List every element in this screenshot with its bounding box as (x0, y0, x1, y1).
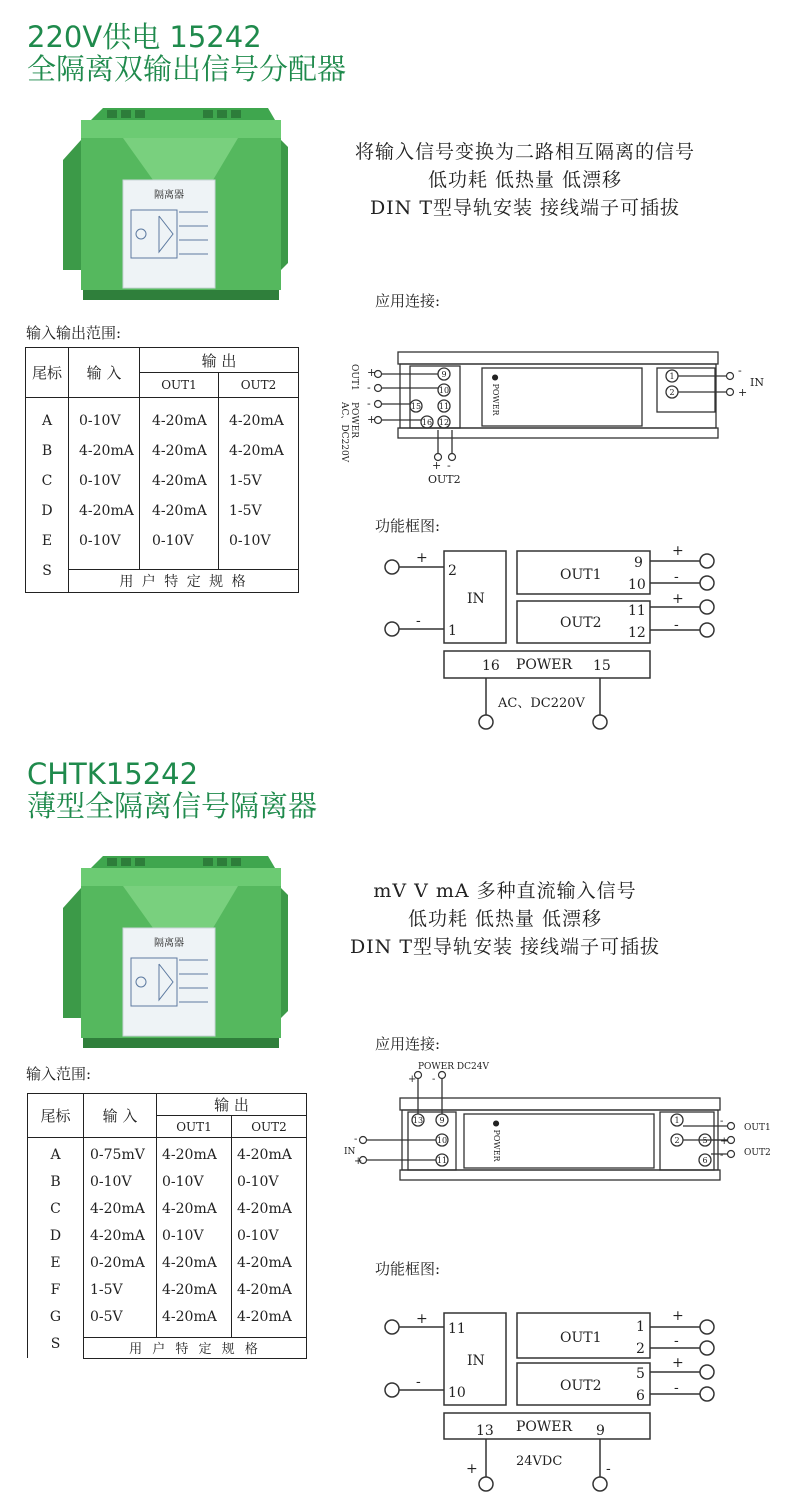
out1-cell: 4-20mA (162, 1309, 217, 1325)
out2-minus: - (720, 1150, 724, 1161)
out2-cell: 4-20mA (237, 1309, 292, 1325)
product-image-isolator (63, 100, 288, 305)
power-dc-label: POWER DC24V (418, 1062, 489, 1072)
section1-app-diagram (330, 340, 790, 490)
tail-codes-list (26, 406, 68, 586)
section1-desc-2: 低功耗 低热量 低漂移 (427, 169, 623, 191)
out2-list (237, 1142, 306, 1331)
tail-code: E (41, 533, 53, 549)
tail-code: B (41, 443, 53, 459)
out1-plus: + (720, 1136, 729, 1147)
out1-cell: 4-20mA (152, 443, 207, 459)
supply-label: AC、DC220V (498, 696, 585, 711)
input-cell: 0-10V (79, 413, 121, 429)
out2-label: OUT2 (744, 1148, 771, 1158)
out2-minus: - (447, 459, 451, 472)
power-led-label: ● POWER (492, 1120, 501, 1162)
header-input: 输 入 (69, 348, 140, 398)
terminal-11: 11 (438, 402, 450, 411)
input-cell: 4-20mA (90, 1201, 145, 1217)
section2-title-line2: 薄型全隔离信号隔离器 (27, 789, 318, 823)
out2-cell: 0-10V (229, 533, 271, 549)
tail-code: D (49, 1228, 62, 1244)
terminal-10: 10 (448, 1385, 466, 1401)
tail-code: D (41, 503, 53, 519)
acdc-vertical-label: AC、DC220V (339, 402, 349, 463)
out2-cell: 4-20mA (237, 1282, 292, 1298)
input-list (90, 1142, 156, 1331)
terminal-10: 10 (628, 577, 646, 593)
input-cell: 0-75mV (90, 1147, 145, 1163)
section1-title-line1: 220V供电 15242 (27, 20, 262, 54)
out2-cell: 0-10V (237, 1228, 279, 1244)
product-label: 隔离器 (154, 190, 184, 201)
terminal-2: 2 (448, 563, 457, 579)
in-minus: - (416, 1374, 421, 1390)
out2-cell: 1-5V (229, 473, 262, 489)
power-led-label: ● POWER (491, 374, 500, 416)
tail-code: S (42, 563, 52, 579)
terminal-6: 6 (636, 1388, 645, 1404)
out1-cell: 0-10V (152, 533, 194, 549)
out1-vertical-label: OUT1 (349, 364, 359, 391)
terminal-16: 16 (482, 658, 500, 674)
input-cell: 4-20mA (79, 443, 134, 459)
section2-title-line1: CHTK15242 (27, 757, 199, 791)
power-block-label: POWER (516, 1419, 573, 1435)
out2-cell: 4-20mA (229, 413, 284, 429)
out1-list (162, 1142, 231, 1331)
section2-desc-1: mV V mA 多种直流输入信号 (373, 880, 637, 902)
in-label: IN (344, 1147, 356, 1157)
in-label: IN (750, 376, 764, 389)
in-minus: - (738, 364, 742, 377)
input-cell: 4-20mA (90, 1228, 145, 1244)
header-input: 输 入 (84, 1094, 157, 1138)
supply-minus: - (606, 1461, 611, 1477)
out2-plus: + (672, 1355, 684, 1371)
section2-func-title: 功能框图: (375, 1260, 441, 1278)
input-cell: 4-20mA (79, 503, 134, 519)
terminal-12: 12 (438, 418, 450, 427)
in-block-label: IN (467, 1353, 485, 1369)
tail-code: S (50, 1336, 61, 1352)
power-plus: + (367, 413, 377, 426)
product-label: 隔离器 (154, 938, 184, 949)
power-plus: + (408, 1074, 417, 1085)
terminal-1: 1 (669, 372, 675, 381)
terminal-15: 15 (410, 402, 422, 411)
power-block-label: POWER (516, 657, 573, 673)
out1-cell: 4-20mA (162, 1201, 217, 1217)
in-minus: - (354, 1134, 358, 1145)
section1-desc-3: DIN T型导轨安装 接线端子可插拔 (369, 197, 681, 219)
header-tail: 尾标 (26, 348, 69, 398)
tail-code: C (50, 1201, 61, 1217)
terminal-11: 11 (436, 1156, 448, 1165)
terminal-16: 16 (421, 418, 433, 427)
product-image-isolator-thin (63, 848, 288, 1053)
section2-desc-2: 低功耗 低热量 低漂移 (407, 908, 603, 930)
custom-spec-row: 用 户 特 定 规 格 (84, 1337, 307, 1358)
out2-cell: 4-20mA (237, 1147, 292, 1163)
section1-func-diagram (378, 545, 728, 735)
terminal-9: 9 (441, 370, 447, 379)
out1-cell: 0-10V (162, 1174, 204, 1190)
out2-plus: + (672, 591, 684, 607)
tail-code: C (41, 473, 53, 489)
header-out1: OUT1 (157, 1116, 232, 1138)
supply-plus: + (466, 1461, 478, 1477)
out1-cell: 4-20mA (152, 503, 207, 519)
header-output: 输 出 (140, 348, 299, 373)
terminal-2: 2 (636, 1341, 645, 1357)
out1-cell: 4-20mA (152, 413, 207, 429)
out2-cell: 1-5V (229, 503, 262, 519)
input-cell: 0-10V (79, 533, 121, 549)
section2-func-diagram (378, 1305, 728, 1500)
terminal-1: 1 (674, 1116, 680, 1125)
tail-code: B (50, 1174, 61, 1190)
section1-app-title: 应用连接: (375, 292, 441, 310)
input-cell: 1-5V (90, 1282, 123, 1298)
input-cell: 0-20mA (90, 1255, 145, 1271)
in-plus: + (416, 550, 428, 566)
section2-app-title: 应用连接: (375, 1035, 441, 1053)
terminal-5: 5 (702, 1136, 708, 1145)
out2-plus: + (432, 459, 442, 472)
out1-plus: + (367, 366, 377, 379)
out2-minus: - (674, 617, 679, 633)
out2-block-label: OUT2 (560, 1378, 602, 1394)
terminal-5: 5 (636, 1366, 645, 1382)
terminal-2: 2 (669, 388, 675, 397)
header-out1: OUT1 (140, 373, 219, 398)
terminal-6: 6 (702, 1156, 708, 1165)
section2-desc-3: DIN T型导轨安装 接线端子可插拔 (349, 936, 661, 958)
out1-minus: - (674, 1333, 679, 1349)
out1-block-label: OUT1 (560, 1330, 602, 1346)
out1-list (152, 406, 218, 556)
out1-minus: - (367, 381, 371, 394)
tail-code: G (49, 1309, 62, 1325)
tail-code: A (41, 413, 53, 429)
section1-desc-1: 将输入信号变换为二路相互隔离的信号 (354, 141, 695, 163)
section1-range-table (25, 347, 299, 593)
in-plus: + (416, 1311, 428, 1327)
out1-minus: - (674, 569, 679, 585)
terminal-11: 11 (628, 603, 646, 619)
terminal-1: 1 (636, 1319, 645, 1335)
tail-codes-list (28, 1142, 83, 1358)
in-minus: - (416, 613, 421, 629)
tail-code: F (50, 1282, 61, 1298)
tail-code: A (50, 1147, 61, 1163)
section2-range-title: 输入范围: (26, 1065, 92, 1083)
out1-cell: 4-20mA (162, 1282, 217, 1298)
terminal-10: 10 (438, 386, 450, 395)
section1-func-title: 功能框图: (375, 517, 441, 535)
terminal-10: 10 (436, 1136, 448, 1145)
in-plus: + (354, 1156, 363, 1167)
input-list (79, 406, 139, 556)
out2-cell: 0-10V (237, 1174, 279, 1190)
terminal-9: 9 (439, 1116, 445, 1125)
terminal-13: 13 (476, 1423, 494, 1439)
terminal-9: 9 (634, 555, 643, 571)
section1-range-title: 输入输出范围: (26, 324, 122, 342)
header-output: 输 出 (157, 1094, 307, 1116)
out2-block-label: OUT2 (560, 615, 602, 631)
out2-cell: 4-20mA (237, 1255, 292, 1271)
input-cell: 0-10V (90, 1174, 132, 1190)
out1-minus: - (720, 1116, 724, 1127)
out1-cell: 4-20mA (162, 1255, 217, 1271)
header-tail: 尾标 (28, 1094, 84, 1138)
out2-label: OUT2 (428, 473, 461, 486)
out1-cell: 4-20mA (162, 1147, 217, 1163)
in-plus: + (738, 386, 748, 399)
out2-list (229, 406, 298, 556)
terminal-1: 1 (448, 623, 457, 639)
terminal-15: 15 (593, 658, 611, 674)
tail-code: E (50, 1255, 61, 1271)
out1-cell: 4-20mA (152, 473, 207, 489)
out1-cell: 0-10V (162, 1228, 204, 1244)
in-block-label: IN (467, 591, 485, 607)
terminal-11: 11 (448, 1321, 466, 1337)
out2-cell: 4-20mA (237, 1201, 292, 1217)
header-out2: OUT2 (219, 373, 299, 398)
input-cell: 0-5V (90, 1309, 123, 1325)
out1-plus: + (672, 545, 684, 559)
custom-spec-row: 用 户 特 定 规 格 (69, 570, 299, 593)
power-vertical-label: POWER (349, 402, 359, 439)
terminal-12: 12 (628, 625, 646, 641)
power-minus: - (432, 1074, 436, 1085)
section2-app-diagram (340, 1058, 780, 1188)
out2-cell: 4-20mA (229, 443, 284, 459)
out1-label: OUT1 (744, 1123, 771, 1133)
out1-block-label: OUT1 (560, 567, 602, 583)
power-minus: - (367, 397, 371, 410)
input-cell: 0-10V (79, 473, 121, 489)
terminal-13: 13 (412, 1116, 424, 1125)
out2-minus: - (674, 1380, 679, 1396)
terminal-9: 9 (596, 1423, 605, 1439)
header-out2: OUT2 (232, 1116, 307, 1138)
out1-plus: + (672, 1308, 684, 1324)
section2-range-table (27, 1093, 307, 1359)
supply-label: 24VDC (516, 1454, 563, 1469)
section1-title-line2: 全隔离双输出信号分配器 (27, 52, 347, 86)
terminal-2: 2 (674, 1136, 680, 1145)
